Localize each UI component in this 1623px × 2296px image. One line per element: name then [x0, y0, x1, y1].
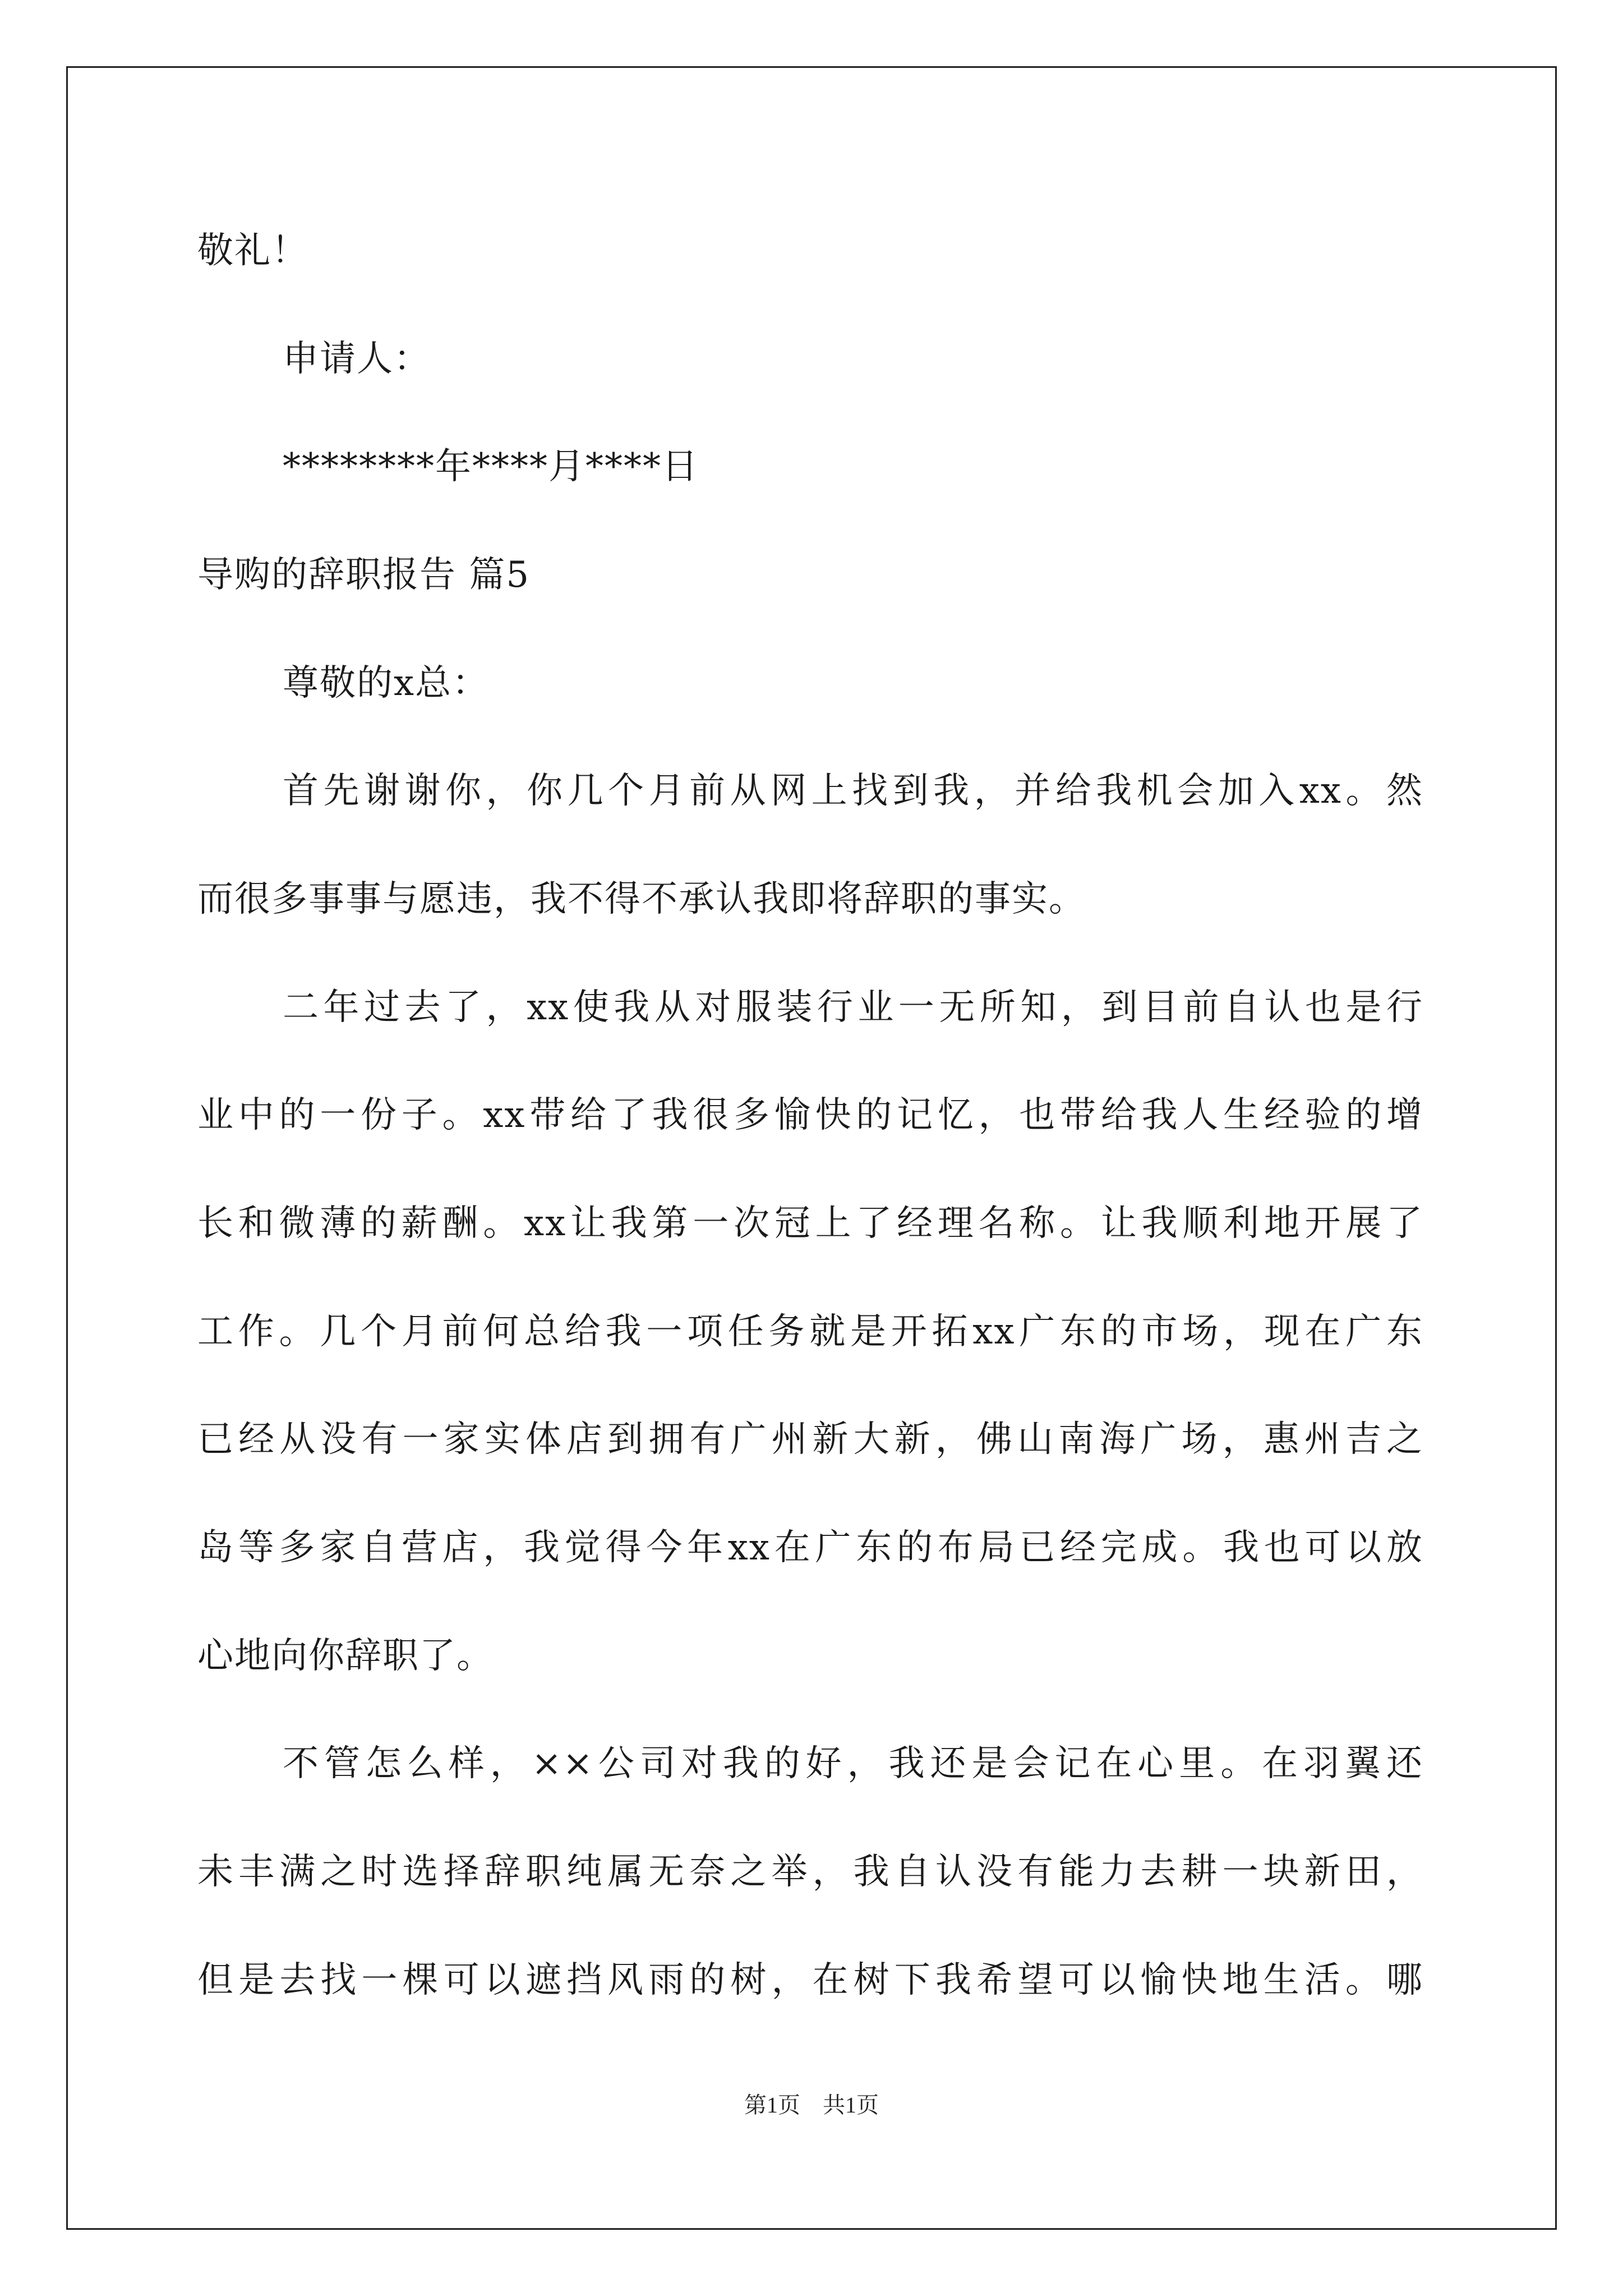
paragraph-line: 而很多事事与愿违，我不得不承认我即将辞职的事实。 [197, 878, 1086, 920]
paragraph-line: 心地向你辞职了。 [197, 1635, 494, 1677]
paragraph-line: 已经从没有一家实体店到拥有广州新大新，佛山南海广场，惠州吉之 [197, 1419, 1423, 1460]
paragraph-line: 首先谢谢你，你几个月前从网上找到我，并给我机会加入xx。然 [283, 770, 1423, 812]
date-line: ********年****月****日 [283, 446, 699, 487]
paragraph-line: 工作。几个月前何总给我一项任务就是开拓xx广东的市场，现在广东 [197, 1311, 1423, 1352]
paragraph-line: 岛等多家自营店，我觉得今年xx在广东的布局已经完成。我也可以放 [197, 1527, 1423, 1568]
paragraph-line: 不管怎么样，××公司对我的好，我还是会记在心里。在羽翼还 [283, 1743, 1423, 1784]
paragraph-line: 长和微薄的薪酬。xx让我第一次冠上了经理名称。让我顺利地开展了 [197, 1203, 1423, 1244]
paragraph-line: 未丰满之时选择辞职纯属无奈之举，我自认没有能力去耕一块新田， [197, 1851, 1423, 1893]
page-border [66, 66, 1557, 2230]
closing-salutation: 敬礼！ [197, 230, 308, 272]
applicant-label: 申请人： [283, 338, 431, 380]
paragraph-line: 业中的一份子。xx带给了我很多愉快的记忆，也带给我人生经验的增 [197, 1094, 1423, 1136]
paragraph-line: 二年过去了，xx使我从对服装行业一无所知，到目前自认也是行 [283, 987, 1423, 1028]
page-number: 第1页 共1页 [744, 2092, 879, 2118]
greeting: 尊敬的x总： [283, 662, 490, 704]
section-heading: 导购的辞职报告 篇5 [197, 554, 531, 596]
paragraph-line: 但是去找一棵可以遮挡风雨的树，在树下我希望可以愉快地生活。哪 [197, 1959, 1423, 2001]
